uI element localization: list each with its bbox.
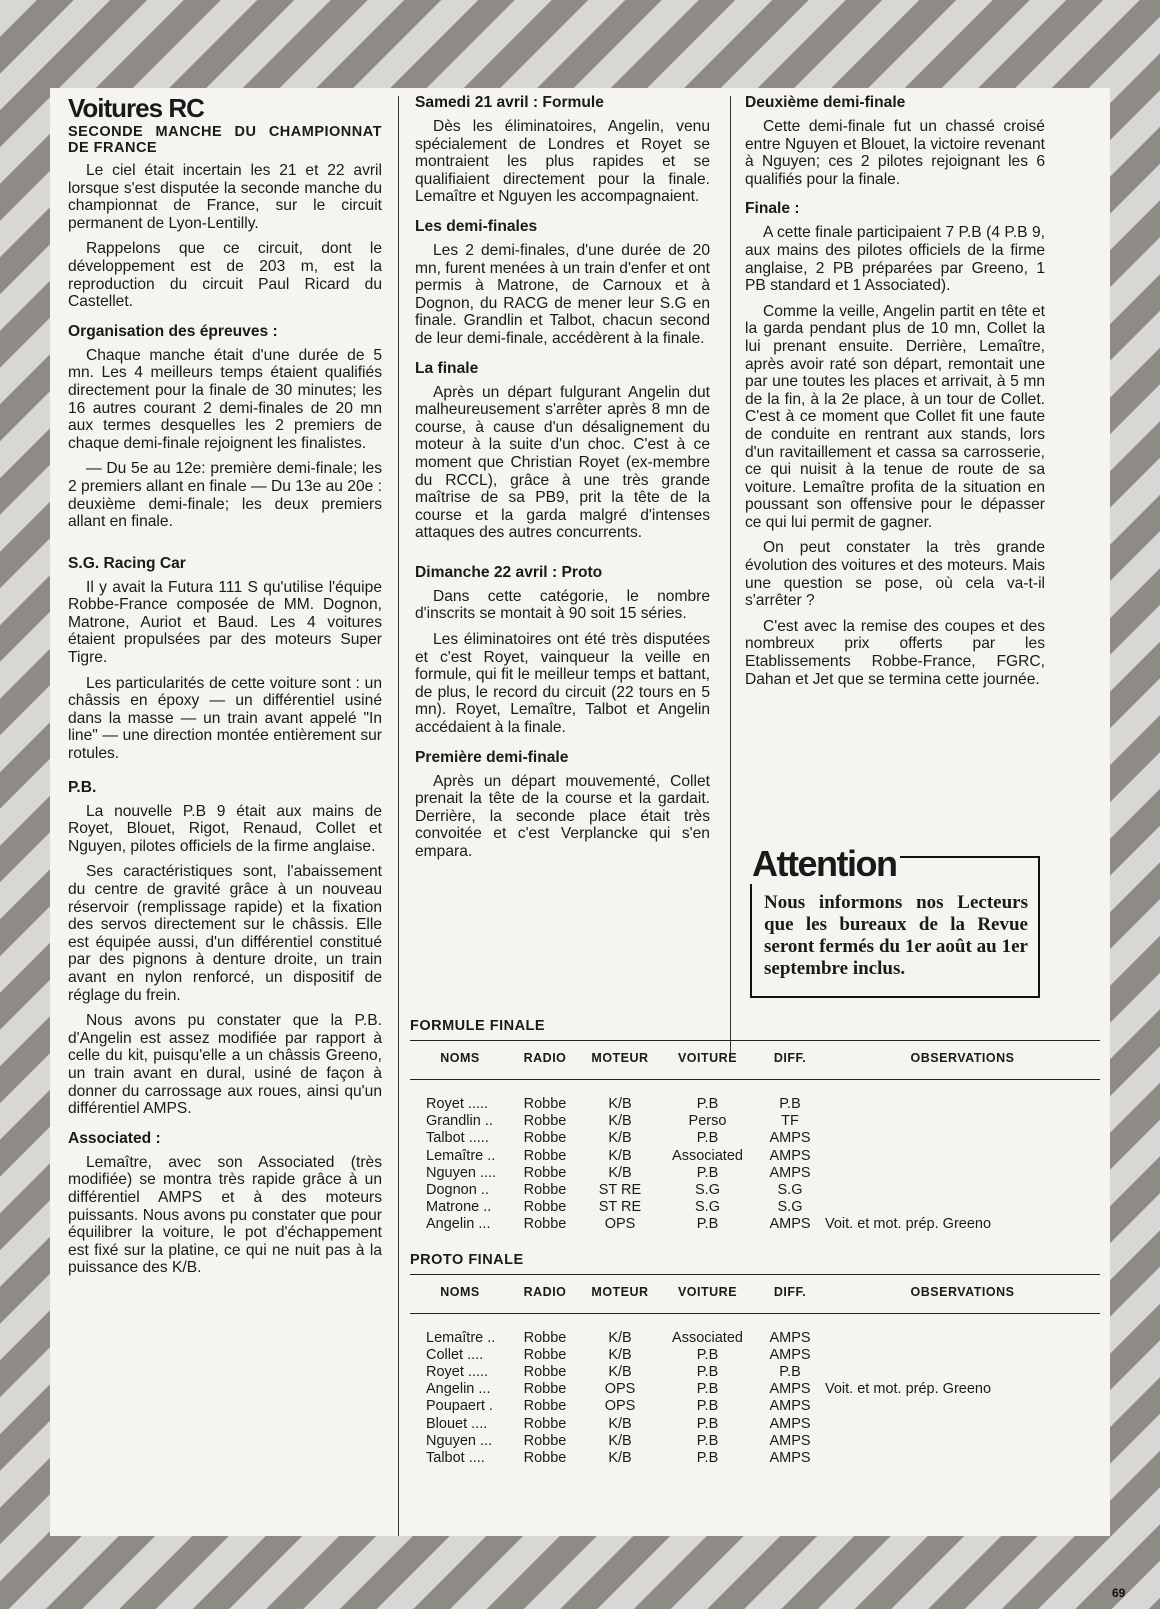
cell-diff: AMPS	[769, 1432, 811, 1449]
cell-moteur: K/B	[608, 1346, 632, 1363]
cell-observations	[825, 1416, 1100, 1433]
paragraph: Lemaître, avec son Associated (très modifiée) se montra très rapide grâce à un différentiel AMPS et à des moteurs puissants. Nous avons pu constater que pour équilibrer la voiture, le pot d'échappement est fixé sur la platine, ce qui ne nuit pas à la puissance des K/B.	[68, 1153, 382, 1277]
table-title: FORMULE FINALE	[410, 1018, 546, 1034]
cell-diff: AMPS	[769, 1450, 811, 1467]
cell-diff: AMPS	[769, 1398, 811, 1415]
column-header: DIFF.	[755, 1274, 825, 1313]
cell-name: Talbot .....	[426, 1130, 489, 1147]
cell-moteur: K/B	[608, 1450, 632, 1467]
cell-name: Matrone ..	[426, 1199, 492, 1216]
cell-observations	[825, 1347, 1100, 1364]
cell-radio: Robbe	[523, 1415, 567, 1432]
cell-diff: AMPS	[769, 1147, 811, 1164]
cell-diff: S.G	[777, 1182, 803, 1199]
article-column-2	[415, 94, 710, 869]
cell-radio: Robbe	[523, 1364, 567, 1381]
cell-voiture: Associated	[672, 1329, 743, 1346]
paragraph: Comme la veille, Angelin partit en tête et la garda pendant plus de 10 mn, Collet la lui prenant ensuite. Derrière, Lemaître, après avoir raté son départ, remontait une par une toutes les places et arrivait, à 5 mn de la fin, à la 2e place, à un tour de Collet. C'est à ce moment que Collet fit une faute de conduite en rentrant aux stands, lors d'un ravitaillement et cassa sa carrosserie, ce qui nuisit à la tenue de route de sa voiture. Lemaître profita de la situation en poussant son offensive pour le dépasser ce qui lui permit de gagner.	[745, 302, 1045, 531]
table-row	[410, 1364, 1100, 1381]
column-header: NOMS	[410, 1041, 510, 1080]
column-header: VOITURE	[660, 1041, 755, 1080]
cell-name: Nguyen ....	[426, 1164, 497, 1181]
cell-voiture: Perso	[688, 1113, 727, 1130]
cell-observations	[825, 1165, 1100, 1182]
cell-voiture: P.B	[696, 1164, 719, 1181]
cell-moteur: ST RE	[598, 1182, 642, 1199]
table-row	[410, 1313, 1100, 1347]
cell-voiture: Associated	[672, 1147, 743, 1164]
section-heading: Les demi-finales	[415, 217, 538, 235]
column-divider	[730, 96, 731, 1056]
section-heading: Deuxième demi-finale	[745, 94, 906, 111]
article-column-1	[68, 94, 382, 1285]
column-header: OBSERVATIONS	[825, 1274, 1100, 1313]
cell-moteur: K/B	[608, 1432, 632, 1449]
table-row	[410, 1216, 1100, 1233]
column-header: RADIO	[510, 1041, 580, 1080]
attention-title: Attention	[748, 844, 900, 884]
cell-name: Lemaître ..	[426, 1329, 496, 1346]
cell-observations	[825, 1148, 1100, 1165]
cell-diff: AMPS	[769, 1346, 811, 1363]
column-header: OBSERVATIONS	[825, 1041, 1100, 1080]
column-header: DIFF.	[755, 1041, 825, 1080]
cell-name: Grandlin ..	[426, 1113, 493, 1130]
cell-diff: TF	[781, 1113, 799, 1130]
cell-voiture: S.G	[695, 1199, 720, 1216]
cell-moteur: K/B	[608, 1096, 632, 1112]
cell-voiture: P.B	[696, 1398, 719, 1415]
cell-radio: Robbe	[523, 1164, 567, 1181]
cell-name: Blouet ....	[426, 1415, 488, 1432]
cell-diff: S.G	[777, 1199, 803, 1216]
cell-moteur: OPS	[604, 1381, 636, 1398]
magazine-page	[50, 88, 1110, 1536]
paragraph: C'est avec la remise des coupes et des nombreux prix offerts par les Etablissements Robbe-France, FGRC, Dahan et Jet que se termina cette journée.	[745, 617, 1045, 688]
column-divider	[398, 96, 399, 1056]
cell-diff: AMPS	[769, 1381, 811, 1398]
cell-name: Nguyen ...	[426, 1432, 493, 1449]
table-row	[410, 1450, 1100, 1467]
cell-voiture: P.B	[696, 1381, 719, 1398]
paragraph: Rappelons que ce circuit, dont le développement est de 203 m, est la reproduction du circuit Paul Ricard du Castellet.	[68, 240, 382, 311]
cell-voiture: S.G	[695, 1182, 720, 1199]
cell-radio: Robbe	[523, 1147, 567, 1164]
cell-radio: Robbe	[523, 1381, 567, 1398]
table-row	[410, 1199, 1100, 1216]
section-heading: La finale	[415, 359, 479, 377]
rubric-title: Voitures RC	[68, 93, 204, 123]
table-row	[410, 1080, 1100, 1114]
paragraph: Les 2 demi-finales, d'une durée de 20 mn, furent menées à un train d'enfer et ont permis à Matrone, de Carnoux et à Dognon, du RACG de mener leur S.G en finale. Grandlin et Talbot, chacun second de leur demi-finale, accédèrent à la finale.	[415, 241, 710, 347]
cell-diff: P.B	[779, 1364, 801, 1381]
table-header-row	[410, 1274, 1100, 1313]
cell-diff: AMPS	[769, 1415, 811, 1432]
paragraph: Après un départ mouvementé, Collet prenait la tête de la course et la gardait. Derrière, la seconde place était très convoitée et c'est Verplancke qui s'en empara.	[415, 772, 710, 860]
paragraph: Dès les éliminatoires, Angelin, venu spécialement de Londres et Royet se montraient les plus rapides et se qualifiaient directement pour la finale. Lemaître et Nguyen les accompagnaient.	[415, 118, 710, 206]
cell-diff: AMPS	[769, 1329, 811, 1346]
cell-radio: Robbe	[523, 1096, 567, 1112]
cell-voiture: P.B	[696, 1096, 719, 1112]
section-heading: Dimanche 22 avril : Proto	[415, 563, 603, 581]
cell-observations	[825, 1113, 1100, 1130]
cell-radio: Robbe	[523, 1199, 567, 1216]
table-header-row	[410, 1041, 1100, 1080]
cell-name: Royet .....	[426, 1096, 489, 1112]
cell-voiture: P.B	[696, 1130, 719, 1147]
article-subtitle: SECONDE MANCHE DU CHAMPIONNAT DE FRANCE	[68, 124, 382, 156]
section-heading: Première demi-finale	[415, 748, 569, 766]
cell-diff: P.B	[779, 1096, 801, 1112]
table-row	[410, 1165, 1100, 1182]
cell-moteur: OPS	[604, 1398, 636, 1415]
table-row	[410, 1130, 1100, 1147]
cell-observations	[825, 1130, 1100, 1147]
column-divider	[398, 1056, 399, 1536]
table-row	[410, 1148, 1100, 1165]
cell-diff: AMPS	[769, 1164, 811, 1181]
cell-observations: Voit. et mot. prép. Greeno	[825, 1216, 992, 1233]
cell-diff: AMPS	[769, 1216, 811, 1233]
paragraph: Chaque manche était d'une durée de 5 mn. Les 4 meilleurs temps étaient qualifiés directement pour la finale de 30 minutes; les 16 autres courant 2 demi-finales de 20 mn aux termes desquelles les 2 premiers de chaque demi-finale rejoignent les finalistes.	[68, 346, 382, 452]
attention-text: Nous informons nos Lecteurs que les bureaux de la Revue seront fermés du 1er août au 1er septembre inclus.	[764, 892, 1028, 979]
cell-moteur: ST RE	[598, 1199, 642, 1216]
paragraph: Le ciel était incertain les 21 et 22 avril lorsque s'est disputée la seconde manche du championnat de France, sur le circuit permanent de Lyon-Lentilly.	[68, 162, 382, 232]
cell-voiture: P.B	[696, 1216, 719, 1233]
proto-results-table	[410, 1274, 1100, 1468]
section-heading: P.B.	[68, 778, 97, 796]
paragraph: Les particularités de cette voiture sont : un châssis en époxy — un différentiel usiné dans la masse — un train avant appelé "In line" — une direction montée entièrement sur rotules.	[68, 674, 382, 763]
column-header: VOITURE	[660, 1274, 755, 1313]
cell-diff: AMPS	[769, 1130, 811, 1147]
cell-observations	[825, 1182, 1100, 1199]
cell-name: Poupaert .	[426, 1398, 493, 1415]
formule-rows	[410, 1080, 1100, 1234]
section-heading: Organisation des épreuves :	[68, 322, 278, 340]
table-row	[410, 1182, 1100, 1199]
table-row	[410, 1113, 1100, 1130]
table-row	[410, 1381, 1100, 1398]
table-row	[410, 1347, 1100, 1364]
cell-voiture: P.B	[696, 1346, 719, 1363]
column-header: MOTEUR	[580, 1041, 660, 1080]
section-heading: Associated :	[68, 1129, 161, 1147]
cell-moteur: K/B	[608, 1130, 632, 1147]
paragraph: Dans cette catégorie, le nombre d'inscrits se montait à 90 soit 15 séries.	[415, 587, 710, 623]
cell-radio: Robbe	[523, 1216, 567, 1233]
proto-rows	[410, 1313, 1100, 1467]
paragraph: A cette finale participaient 7 P.B (4 P.B 9, aux mains des pilotes officiels de la firme anglaise, 2 PB préparées par Greeno, 1 PB standard et 1 Associated).	[745, 224, 1045, 295]
table-row	[410, 1398, 1100, 1415]
cell-radio: Robbe	[523, 1346, 567, 1363]
cell-moteur: K/B	[608, 1147, 632, 1164]
cell-observations	[825, 1080, 1100, 1114]
cell-name: Lemaître ..	[426, 1147, 496, 1164]
cell-name: Angelin ...	[426, 1216, 491, 1233]
section-heading: Finale :	[745, 200, 800, 218]
cell-observations	[825, 1199, 1100, 1216]
column-header: MOTEUR	[580, 1274, 660, 1313]
column-header: RADIO	[510, 1274, 580, 1313]
cell-radio: Robbe	[523, 1182, 567, 1199]
column-header: NOMS	[410, 1274, 510, 1313]
cell-name: Collet ....	[426, 1346, 484, 1363]
cell-moteur: K/B	[608, 1364, 632, 1381]
cell-voiture: P.B	[696, 1450, 719, 1467]
article-column-3	[745, 94, 1045, 696]
paragraph: La nouvelle P.B 9 était aux mains de Royet, Blouet, Rigot, Renaud, Collet et Nguyen, pilotes officiels de la firme anglaise.	[68, 802, 382, 855]
cell-name: Royet .....	[426, 1364, 489, 1381]
paragraph: Après un départ fulgurant Angelin dut malheureusement s'arrêter après 8 mn de course, à cause d'un désalignement du moteur à la suite d'un choc. C'est à ce moment que Christian Royet (ex-membre du RCCL), grâce à une très grande maîtrise de sa PB9, prit la tête de la course et la garda malgré d'intenses attaques des autres concurrents.	[415, 383, 710, 542]
table-title: PROTO FINALE	[410, 1251, 524, 1268]
cell-moteur: K/B	[608, 1113, 632, 1130]
cell-radio: Robbe	[523, 1432, 567, 1449]
section-heading: Samedi 21 avril : Formule	[415, 94, 604, 111]
cell-radio: Robbe	[523, 1329, 567, 1346]
cell-observations	[825, 1450, 1100, 1467]
results-tables	[410, 1018, 1100, 1467]
paragraph: Les éliminatoires ont été très disputées et c'est Royet, vainqueur la veille en formule, qui fit le meilleur temps et battant, de plus, le record du circuit (22 tours en 5 mn). Royet, Lemaître, Talbot et Angelin accédaient à la finale.	[415, 631, 710, 737]
paragraph: Il y avait la Futura 111 S qu'utilise l'équipe Robbe-France composée de MM. Dognon, Matrone, Auriot et Baud. Les 4 voitures étaient propulsées par des moteurs Super Tigre.	[68, 578, 382, 667]
paragraph: On peut constater la très grande évolution des voitures et des moteurs. Mais une question se pose, où cela va-t-il s'arrêter ?	[745, 539, 1045, 610]
cell-moteur: OPS	[604, 1216, 636, 1233]
cell-observations	[825, 1433, 1100, 1450]
cell-name: Dognon ..	[426, 1182, 489, 1199]
cell-observations: Voit. et mot. prép. Greeno	[825, 1381, 992, 1398]
cell-voiture: P.B	[696, 1415, 719, 1432]
cell-voiture: P.B	[696, 1432, 719, 1449]
cell-name: Talbot ....	[426, 1450, 485, 1467]
table-row	[410, 1416, 1100, 1433]
paragraph: Nous avons pu constater que la P.B. d'Angelin est assez modifiée par rapport à celle du kit, puisqu'elle a un châssis Greeno, un train avant en dural, usiné de façon à donner du carrossage aux roues, ainsi qu'un différentiel AMPS.	[68, 1012, 382, 1118]
paragraph: — Du 5e au 12e: première demi-finale; les 2 premiers allant en finale — Du 13e au 20e : deuxième demi-finale; les deux premiers allant en finale.	[68, 460, 382, 531]
cell-moteur: K/B	[608, 1164, 632, 1181]
cell-radio: Robbe	[523, 1450, 567, 1467]
paragraph: Ses caractéristiques sont, l'abaissement du centre de gravité grâce à un nouveau réservoir (remplissage rapide) et la fixation des servos directement sur le châssis. Elle est équipée aussi, d'un différentiel constitué par des pignons à denture droite, un train avant en nylon renforcé, un dispositif de réglage du frein.	[68, 863, 382, 1004]
paragraph: Cette demi-finale fut un chassé croisé entre Nguyen et Blouet, la victoire revenant à Nguyen; ces 2 pilotes rejoignant les 6 qualifiés pour la finale.	[745, 118, 1045, 188]
cell-voiture: P.B	[696, 1364, 719, 1381]
cell-radio: Robbe	[523, 1113, 567, 1130]
cell-radio: Robbe	[523, 1398, 567, 1415]
cell-moteur: K/B	[608, 1415, 632, 1432]
page-number: 69	[1112, 1586, 1126, 1600]
table-row	[410, 1433, 1100, 1450]
formule-results-table	[410, 1040, 1100, 1234]
attention-notice	[750, 843, 1040, 998]
cell-name: Angelin ...	[426, 1381, 491, 1398]
cell-observations	[825, 1398, 1100, 1415]
section-heading: S.G. Racing Car	[68, 554, 186, 572]
cell-observations	[825, 1364, 1100, 1381]
cell-moteur: K/B	[608, 1329, 632, 1346]
cell-radio: Robbe	[523, 1130, 567, 1147]
cell-observations	[825, 1313, 1100, 1347]
